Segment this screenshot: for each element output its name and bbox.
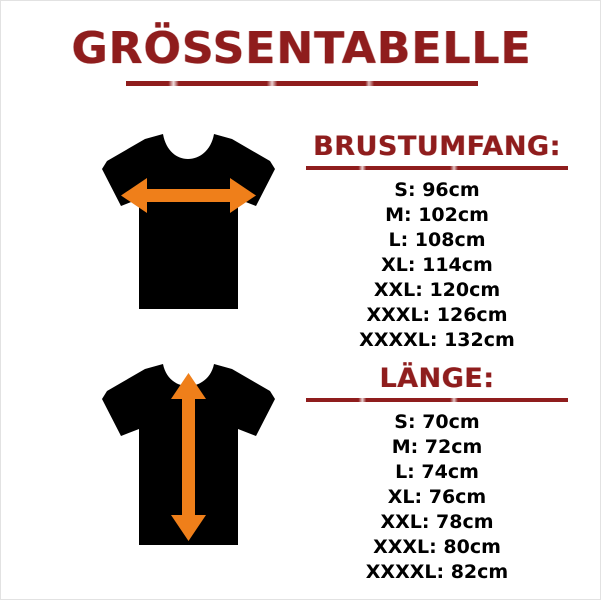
size-row: XL: 76cm — [387, 486, 487, 508]
title-underline — [126, 81, 478, 86]
length-heading: LÄNGE: — [379, 363, 495, 394]
size-row: XXXL: 80cm — [373, 536, 501, 558]
chest-heading-underline — [306, 166, 568, 170]
size-row: XXL: 78cm — [380, 511, 494, 533]
length-heading-underline — [306, 398, 568, 402]
size-row: S: 70cm — [394, 411, 480, 433]
size-row: XXXXL: 132cm — [359, 329, 515, 351]
size-row: M: 102cm — [385, 204, 489, 226]
chest-measurements-block — [306, 131, 568, 353]
length-measurements-block — [306, 363, 568, 585]
page-title: GRÖSSENTABELLE — [71, 23, 532, 74]
size-row: XXL: 120cm — [373, 279, 501, 301]
size-row: XL: 114cm — [381, 254, 493, 276]
size-row: M: 72cm — [391, 436, 483, 458]
size-row: XXXL: 126cm — [366, 304, 508, 326]
size-row: L: 74cm — [395, 461, 479, 483]
tshirt-back-icon — [101, 359, 276, 559]
size-row: XXXXL: 82cm — [365, 561, 509, 583]
chest-heading: BRUSTUMFANG: — [313, 131, 561, 162]
size-row: L: 108cm — [388, 229, 486, 251]
tshirt-front-icon — [101, 129, 276, 319]
page-title-block — [1, 23, 601, 86]
size-row: S: 96cm — [394, 179, 480, 201]
